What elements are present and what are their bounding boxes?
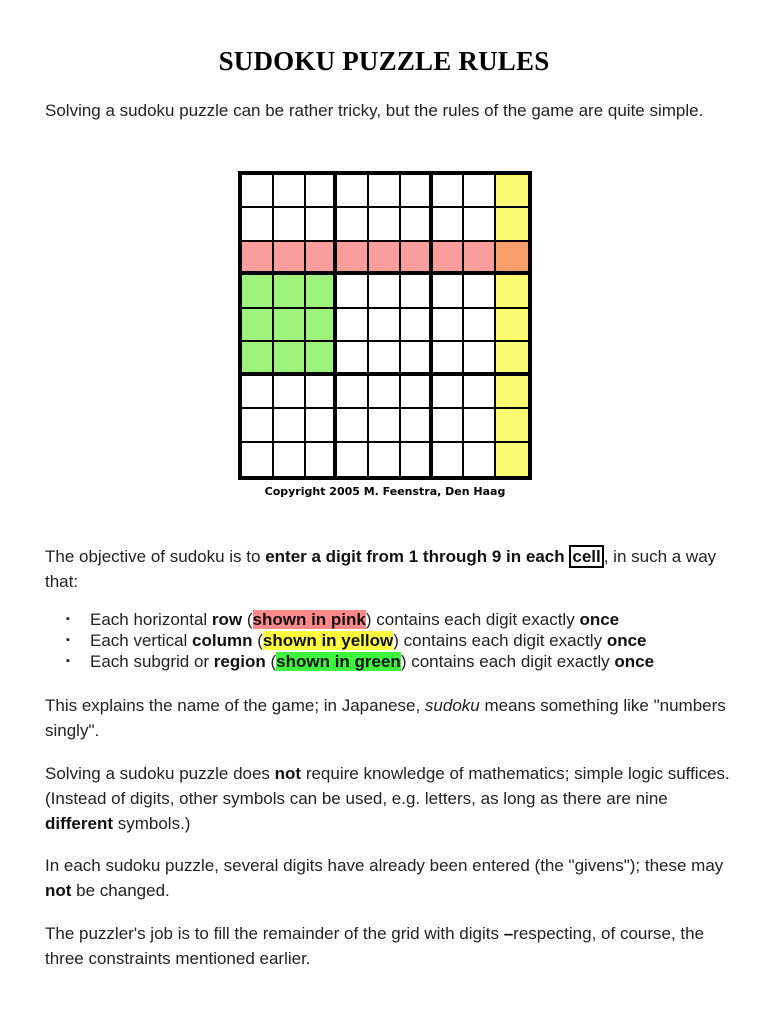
grid-cell bbox=[433, 309, 465, 342]
grid-cell bbox=[401, 242, 433, 275]
grid-cell bbox=[369, 443, 401, 476]
highlight-yellow: shown in yellow bbox=[262, 631, 394, 650]
grid-cell bbox=[401, 275, 433, 308]
highlight-pink: shown in pink bbox=[252, 610, 366, 629]
name-text-end: means something like "numbers singly". bbox=[45, 696, 726, 740]
grid-cell bbox=[433, 208, 465, 241]
rule-text: ) contains each digit exactly bbox=[400, 652, 615, 671]
grid-cell bbox=[337, 342, 369, 375]
math-paragraph bbox=[45, 761, 735, 836]
grid-cell bbox=[401, 443, 433, 476]
grid-cell bbox=[306, 443, 338, 476]
objective-bold: enter a digit from 1 through 9 in each bbox=[265, 547, 565, 566]
grid-cell bbox=[274, 443, 306, 476]
grid-cell bbox=[242, 242, 274, 275]
grid-cell bbox=[337, 309, 369, 342]
job-dash: – bbox=[503, 924, 514, 943]
grid-cell bbox=[306, 409, 338, 442]
math-text: require knowledge of mathematics; simple logic suffices. (Instead of digits, other symbols can be used, e.g. letters, as long as there are nine bbox=[45, 764, 730, 808]
grid-cell bbox=[306, 208, 338, 241]
rule-text: Each vertical bbox=[90, 631, 193, 650]
rules-list bbox=[45, 609, 735, 672]
grid-cell bbox=[464, 242, 496, 275]
math-different: different bbox=[45, 814, 113, 833]
rule-once: once bbox=[614, 652, 655, 671]
job-text: The puzzler's job is to fill the remainder of the grid with digits bbox=[45, 924, 504, 943]
grid-cell bbox=[496, 376, 528, 409]
grid-cell bbox=[369, 376, 401, 409]
math-not: not bbox=[274, 764, 302, 783]
rule-paren: ( bbox=[242, 610, 253, 629]
givens-not: not bbox=[45, 881, 72, 900]
grid-cell bbox=[401, 208, 433, 241]
rule-text: Each horizontal bbox=[90, 610, 212, 629]
givens-text: In each sudoku puzzle, several digits have already been entered (the "givens"); these may bbox=[45, 856, 724, 875]
grid-cell bbox=[464, 309, 496, 342]
grid-cell bbox=[369, 275, 401, 308]
grid-cell bbox=[306, 376, 338, 409]
math-text: Solving a sudoku puzzle does bbox=[45, 764, 275, 783]
grid-cell bbox=[433, 175, 465, 208]
grid-cell bbox=[496, 175, 528, 208]
grid-cell bbox=[433, 376, 465, 409]
figure-copyright: Copyright 2005 M. Feenstra, Den Haag bbox=[264, 485, 506, 498]
grid-cell bbox=[274, 208, 306, 241]
grid-cell bbox=[401, 342, 433, 375]
rule-term: column bbox=[192, 631, 253, 650]
grid-cell bbox=[337, 376, 369, 409]
grid-cell bbox=[464, 175, 496, 208]
list-item-region-rule bbox=[45, 651, 735, 672]
rule-text: ) contains each digit exactly bbox=[365, 610, 580, 629]
grid-cell bbox=[496, 208, 528, 241]
rule-term: region bbox=[213, 652, 266, 671]
grid-cell bbox=[496, 309, 528, 342]
grid-cell bbox=[464, 208, 496, 241]
grid-cell bbox=[433, 275, 465, 308]
rule-paren: ( bbox=[252, 631, 263, 650]
grid-cell bbox=[306, 342, 338, 375]
rule-once: once bbox=[579, 610, 620, 629]
rule-text: ) contains each digit exactly bbox=[393, 631, 607, 650]
grid-cell bbox=[306, 309, 338, 342]
grid-cell bbox=[242, 443, 274, 476]
grid-cell bbox=[496, 275, 528, 308]
grid-cell bbox=[369, 242, 401, 275]
grid-cell bbox=[401, 376, 433, 409]
grid-cell bbox=[242, 376, 274, 409]
grid-cell bbox=[242, 409, 274, 442]
grid-cell bbox=[464, 409, 496, 442]
objective-text: The objective of sudoku is to bbox=[45, 547, 266, 566]
grid-cell bbox=[274, 175, 306, 208]
grid-cell bbox=[242, 342, 274, 375]
grid-cell bbox=[401, 309, 433, 342]
objective-paragraph bbox=[45, 544, 735, 594]
givens-text-end: be changed. bbox=[71, 881, 170, 900]
job-paragraph bbox=[45, 921, 735, 971]
grid-cell bbox=[369, 342, 401, 375]
grid-cell bbox=[306, 175, 338, 208]
rule-text: Each subgrid or bbox=[90, 652, 214, 671]
grid-cell bbox=[274, 275, 306, 308]
grid-cell bbox=[242, 208, 274, 241]
grid-cell bbox=[464, 443, 496, 476]
grid-cell bbox=[306, 275, 338, 308]
grid-cell bbox=[464, 342, 496, 375]
grid-cell bbox=[401, 409, 433, 442]
name-paragraph bbox=[45, 693, 735, 743]
grid-cell bbox=[242, 309, 274, 342]
rule-term: row bbox=[211, 610, 243, 629]
grid-cell bbox=[369, 409, 401, 442]
job-text-end: respecting, of course, the three constraints mentioned earlier. bbox=[45, 924, 705, 968]
objective-text-end: , in such a way that: bbox=[45, 547, 717, 591]
bullet-icon: ▪ bbox=[66, 655, 70, 667]
grid-cell bbox=[274, 242, 306, 275]
page-title: SUDOKU PUZZLE RULES bbox=[218, 46, 550, 76]
grid-cell bbox=[369, 175, 401, 208]
grid-cell bbox=[433, 342, 465, 375]
grid-cell bbox=[337, 443, 369, 476]
grid-cell bbox=[496, 443, 528, 476]
grid-cell bbox=[337, 208, 369, 241]
grid-cell bbox=[274, 309, 306, 342]
grid-cell bbox=[433, 242, 465, 275]
grid-cell bbox=[496, 242, 528, 275]
grid-cell bbox=[274, 376, 306, 409]
grid-cell bbox=[433, 443, 465, 476]
list-item-row-rule bbox=[45, 609, 735, 630]
grid-cell bbox=[337, 409, 369, 442]
bullet-icon: ▪ bbox=[66, 634, 70, 646]
grid-cell bbox=[306, 242, 338, 275]
rule-paren: ( bbox=[265, 652, 277, 671]
grid-cell bbox=[337, 275, 369, 308]
grid-cell bbox=[242, 275, 274, 308]
grid-cell bbox=[496, 409, 528, 442]
grid-cell bbox=[433, 409, 465, 442]
grid-cell bbox=[496, 342, 528, 375]
rule-once: once bbox=[606, 631, 647, 650]
list-item-column-rule bbox=[45, 630, 735, 651]
sudoku-figure bbox=[238, 171, 532, 480]
grid-cell bbox=[369, 208, 401, 241]
givens-paragraph bbox=[45, 853, 735, 903]
bullet-icon: ▪ bbox=[66, 613, 70, 625]
intro-paragraph: Solving a sudoku puzzle can be rather tricky, but the rules of the game are quite simple. bbox=[45, 101, 704, 120]
grid-cell bbox=[401, 175, 433, 208]
cell-term-boxed: cell bbox=[569, 545, 603, 568]
grid-cell bbox=[369, 309, 401, 342]
grid-cell bbox=[337, 175, 369, 208]
grid-cell bbox=[337, 242, 369, 275]
highlight-green: shown in green bbox=[276, 652, 401, 671]
math-text-end: symbols.) bbox=[113, 814, 191, 833]
grid-cell bbox=[274, 409, 306, 442]
grid-cell bbox=[274, 342, 306, 375]
grid-cell bbox=[242, 175, 274, 208]
sudoku-grid bbox=[238, 171, 532, 480]
name-text: This explains the name of the game; in Japanese, bbox=[45, 696, 425, 715]
sudoku-italic: sudoku bbox=[424, 696, 480, 715]
grid-cell bbox=[464, 376, 496, 409]
grid-cell bbox=[464, 275, 496, 308]
